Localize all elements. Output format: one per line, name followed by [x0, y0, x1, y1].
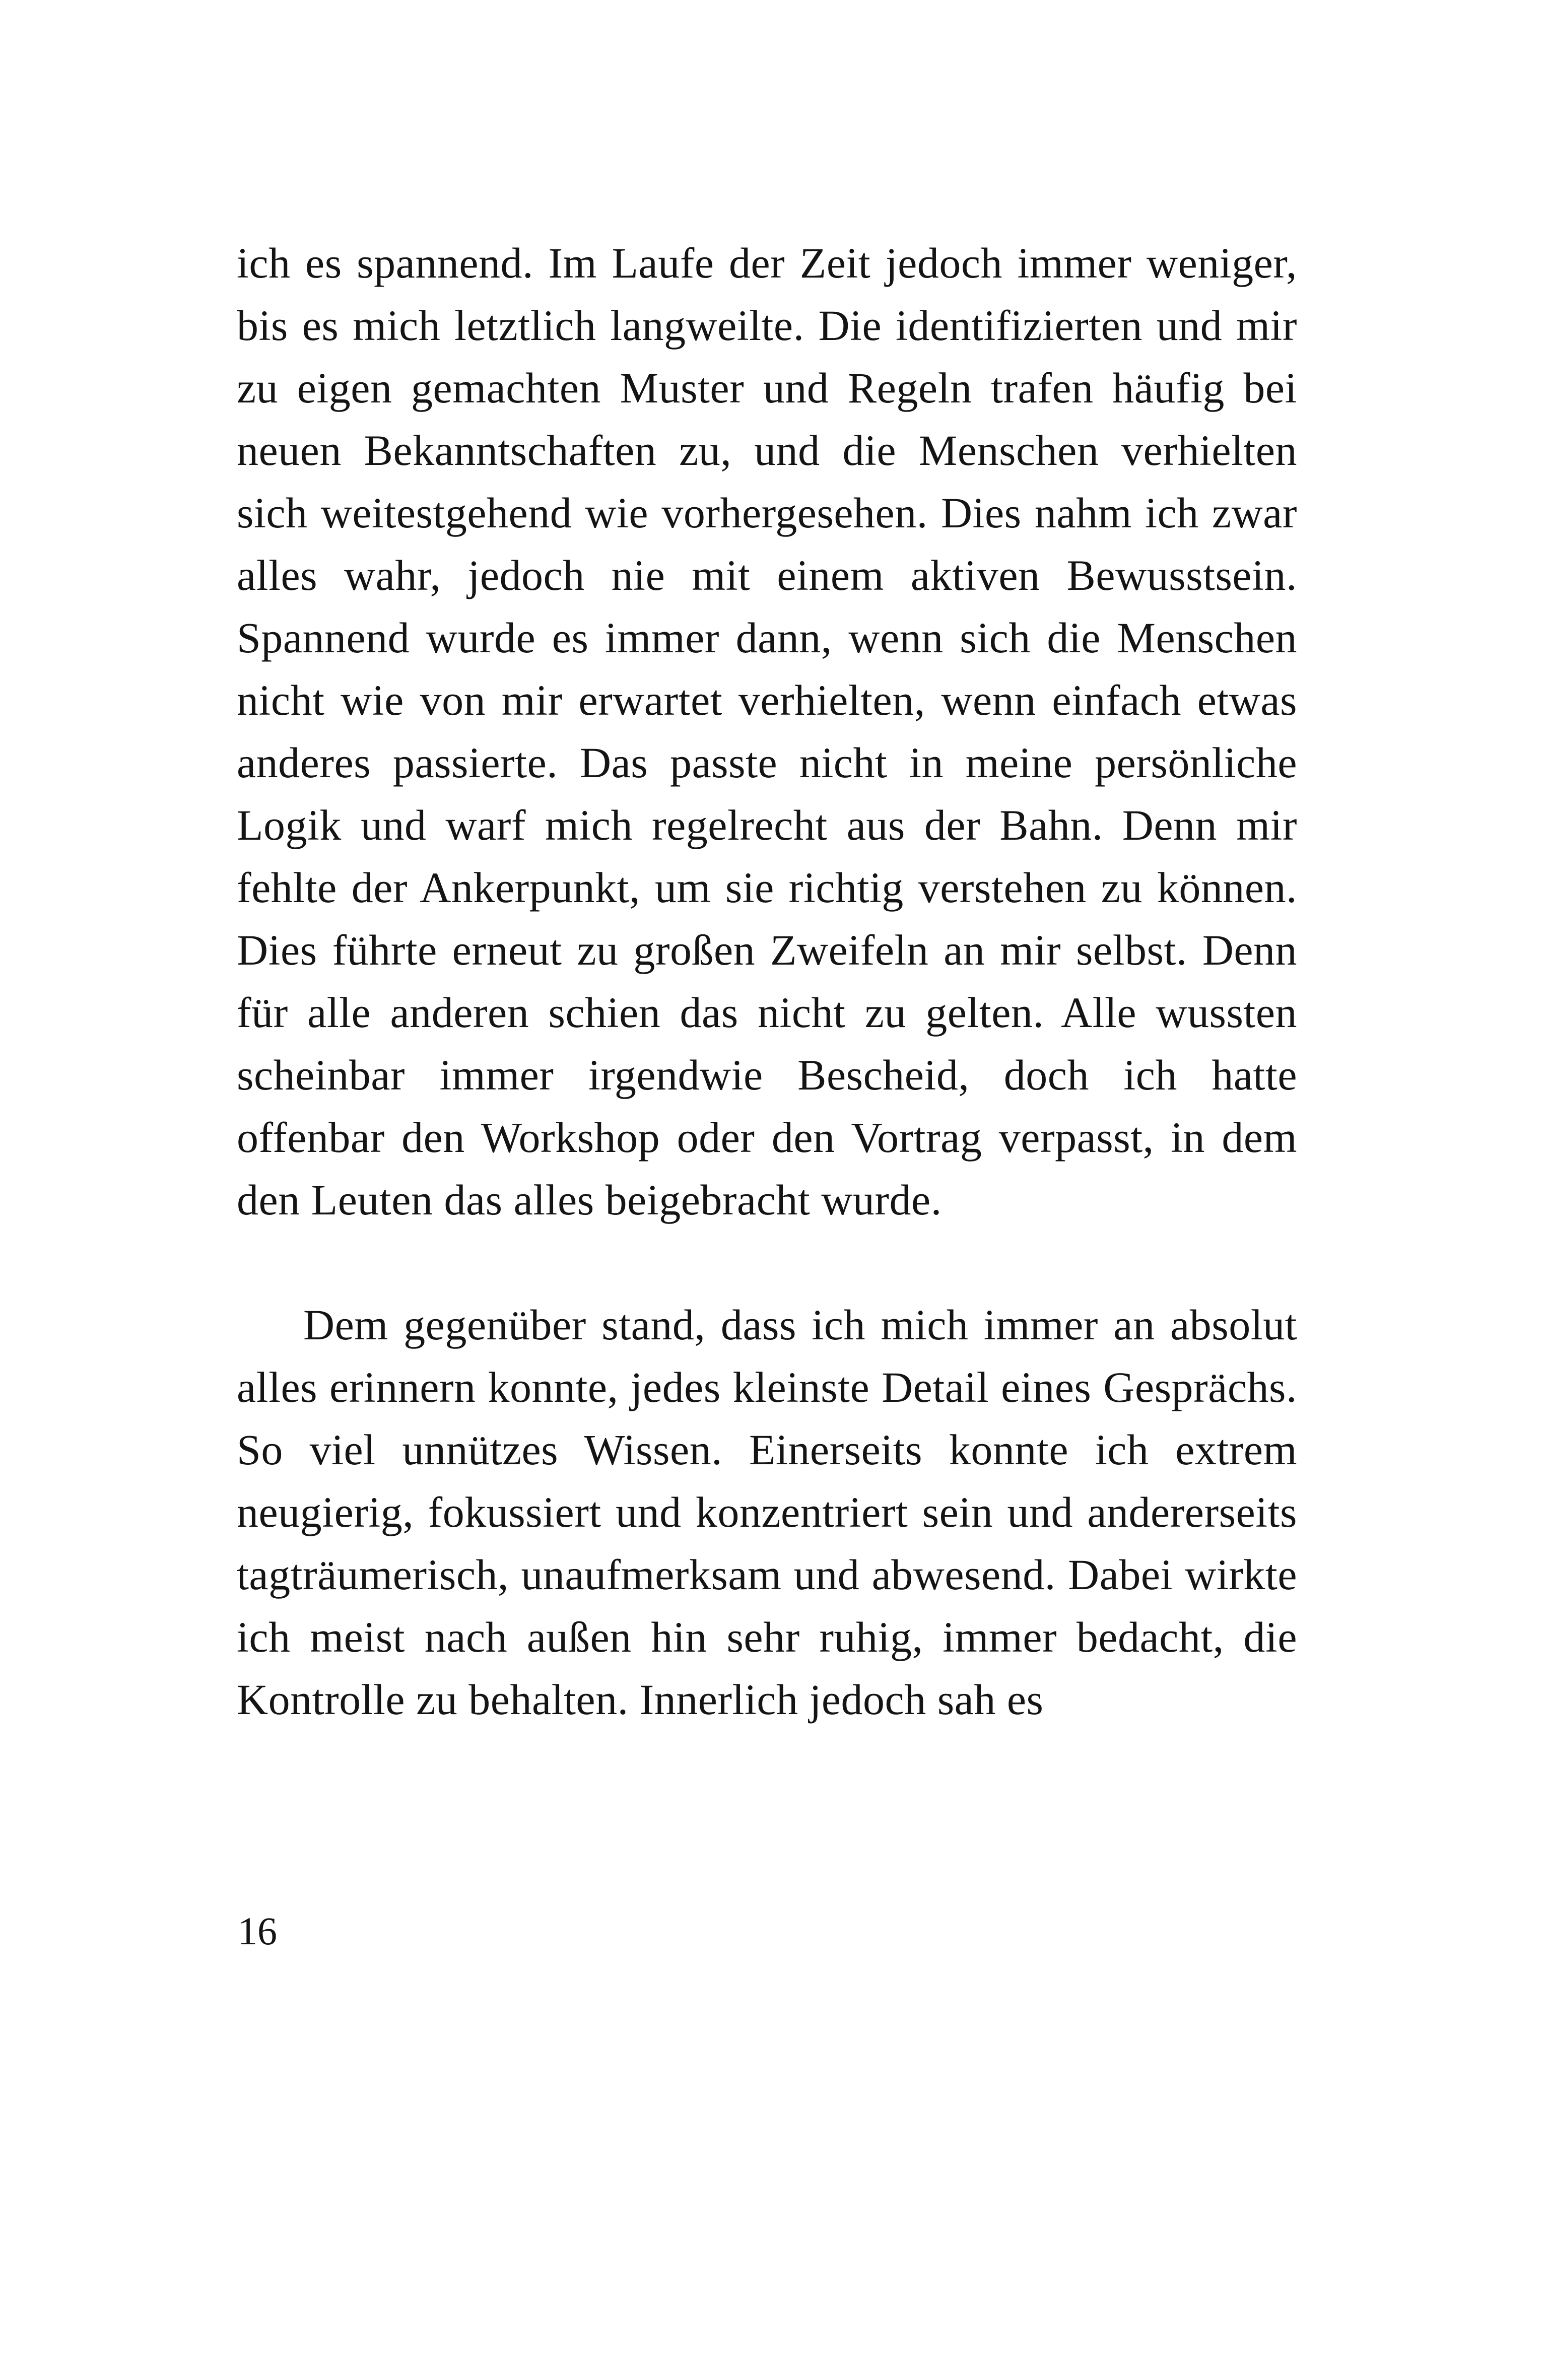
text-block: [237, 232, 1297, 1731]
body-paragraph-1: ich es spannend. Im Laufe der Zeit jedoch immer weniger, bis es mich letztlich langweilte. Die identifizierten und mir zu eigen gemachten Muster und Regeln trafen häufig bei neuen Bekanntschaften zu, und die Menschen verhielten sich weitestgehend wie vorhergesehen. Dies nahm ich zwar alles wahr, jedoch nie mit einem aktiven Bewusstsein. Spannend wurde es immer dann, wenn sich die Menschen nicht wie von mir erwartet verhielten, wenn einfach etwas anderes passierte. Das passte nicht in meine persönliche Logik und warf mich regelrecht aus der Bahn. Denn mir fehlte der Ankerpunkt, um sie richtig verstehen zu können. Dies führte erneut zu großen Zweifeln an mir selbst. Denn für alle anderen schien das nicht zu gelten. Alle wussten scheinbar immer irgendwie Bescheid, doch ich hatte offenbar den Workshop oder den Vortrag verpasst, in dem den Leuten das alles beigebracht wurde.: [237, 239, 1297, 1224]
body-paragraph-2: Dem gegenüber stand, dass ich mich immer an absolut alles erinnern konnte, jedes kleinste Detail eines Gesprächs. So viel unnützes Wissen. Einerseits konnte ich extrem neugierig, fokussiert und konzentriert sein und andererseits tagträumerisch, unaufmerksam und abwesend. Dabei wirkte ich meist nach außen hin sehr ruhig, immer bedacht, die Kontrolle zu behalten. Innerlich jedoch sah es: [237, 1301, 1297, 1724]
page-number: 16: [238, 1909, 277, 1953]
